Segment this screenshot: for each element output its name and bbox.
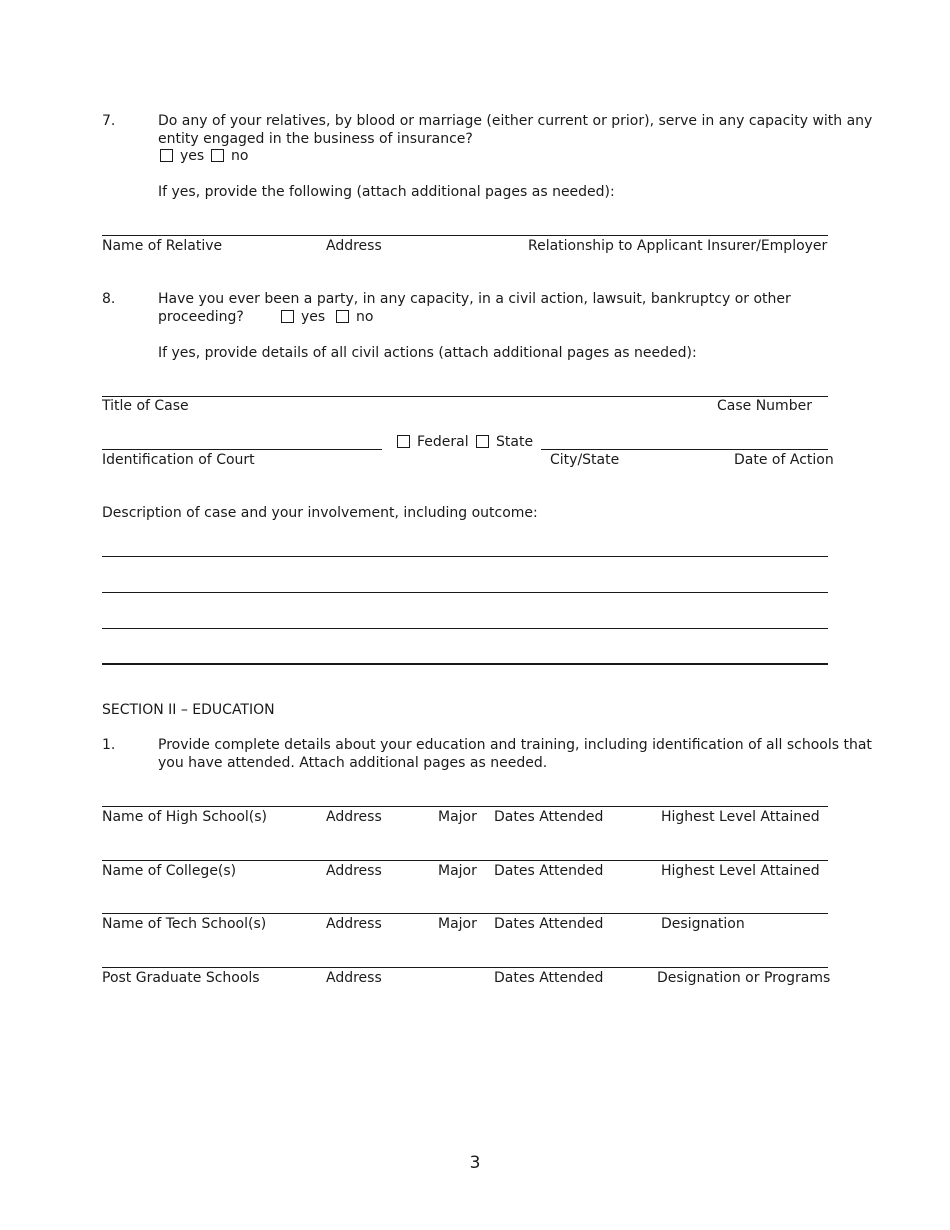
q8-text-line2: proceeding? [158,309,244,325]
federal-checkbox[interactable] [397,435,410,448]
description-line-3[interactable] [102,628,828,629]
q7-entry-line[interactable] [102,235,828,236]
city-date-line[interactable] [541,449,828,450]
q7-number: 7. [102,113,116,129]
edu-row-4-designation: Designation or Programs [657,970,831,986]
edu-row-1-major: Major [438,809,477,825]
q8-instruction: If yes, provide details of all civil actions (attach additional pages as needed): [158,345,697,361]
edu-row-1-level: Highest Level Attained [661,809,820,825]
state-label: State [496,434,534,450]
edu-row-2-school: Name of College(s) [102,863,237,879]
post-graduate-line[interactable] [102,967,828,968]
s2-q1-number: 1. [102,737,116,753]
court-line[interactable] [102,449,382,450]
page-number: 3 [469,1153,481,1173]
edu-row-4-school: Post Graduate Schools [102,970,260,986]
q7-yes-checkbox[interactable] [160,149,173,162]
edu-row-3-school: Name of Tech School(s) [102,916,267,932]
edu-row-1-school: Name of High School(s) [102,809,268,825]
high-school-line[interactable] [102,806,828,807]
s2-q1-line1: Provide complete details about your education and training, including identification of all schools that [158,737,872,753]
q7-text-line2: entity engaged in the business of insurance? [158,131,473,147]
edu-row-1-dates: Dates Attended [494,809,604,825]
edu-row-1-address: Address [326,809,382,825]
city-state-label: City/State [550,452,620,468]
title-of-case-label: Title of Case [102,398,189,414]
q8-text-line1: Have you ever been a party, in any capacity, in a civil action, lawsuit, bankruptcy or other [158,291,791,307]
edu-row-2-dates: Dates Attended [494,863,604,879]
edu-row-3-dates: Dates Attended [494,916,604,932]
s2-q1-line2: you have attended. Attach additional pages as needed. [158,755,548,771]
case-title-line[interactable] [102,396,828,397]
q7-instruction: If yes, provide the following (attach additional pages as needed): [158,184,615,200]
state-checkbox[interactable] [476,435,489,448]
case-number-label: Case Number [717,398,812,414]
q8-no-checkbox[interactable] [336,310,349,323]
description-line-2[interactable] [102,592,828,593]
edu-row-3-address: Address [326,916,382,932]
edu-row-2-level: Highest Level Attained [661,863,820,879]
q7-no-label: no [231,148,249,164]
description-line-4[interactable] [102,663,828,665]
edu-row-4-address: Address [326,970,382,986]
federal-label: Federal [417,434,469,450]
edu-row-3-designation: Designation [661,916,745,932]
description-label: Description of case and your involvement, including outcome: [102,505,538,521]
description-line-1[interactable] [102,556,828,557]
section-2-title: SECTION II – EDUCATION [102,702,275,718]
edu-row-3-major: Major [438,916,477,932]
edu-row-4-dates: Dates Attended [494,970,604,986]
q7-text-line1: Do any of your relatives, by blood or marriage (either current or prior), serve in any capacity with any [158,113,873,129]
college-line[interactable] [102,860,828,861]
edu-row-2-major: Major [438,863,477,879]
q7-no-checkbox[interactable] [211,149,224,162]
court-label: Identification of Court [102,452,255,468]
q8-no-label: no [356,309,374,325]
date-of-action-label: Date of Action [734,452,834,468]
q8-number: 8. [102,291,116,307]
q8-yes-checkbox[interactable] [281,310,294,323]
q7-yes-label: yes [180,148,205,164]
tech-school-line[interactable] [102,913,828,914]
q7-col-name: Name of Relative [102,238,223,254]
q8-yes-label: yes [301,309,326,325]
q7-col-address: Address [326,238,382,254]
edu-row-2-address: Address [326,863,382,879]
q7-col-relationship: Relationship to Applicant Insurer/Employer [528,238,828,254]
